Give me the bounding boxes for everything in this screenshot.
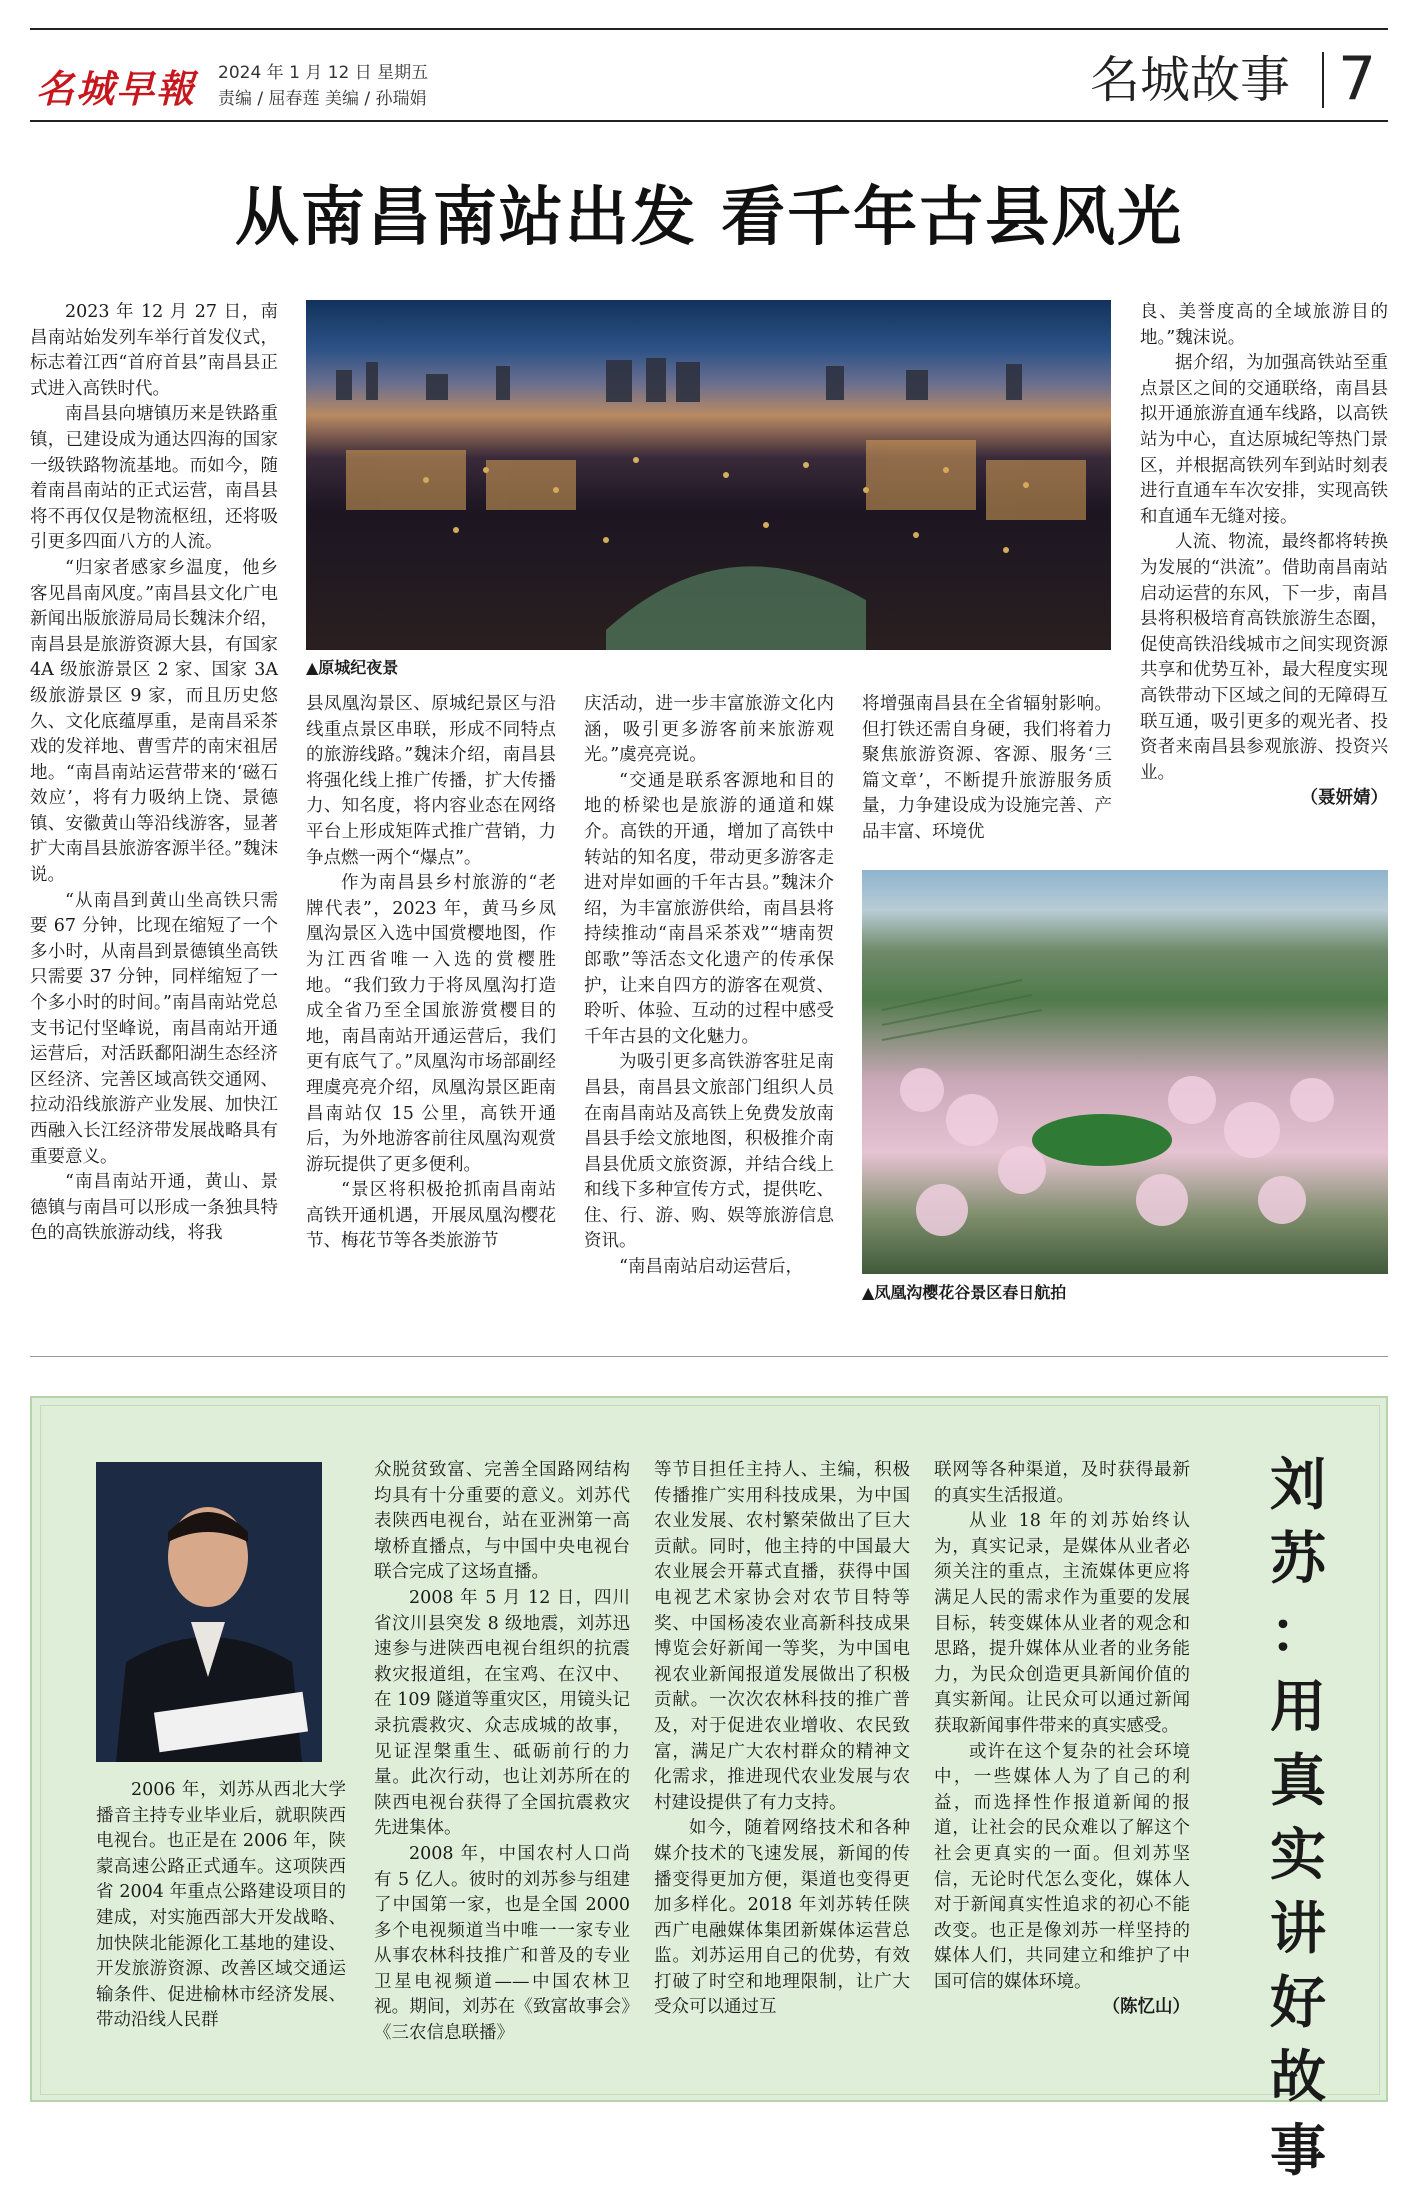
masthead-logo: 名城早報 [36, 66, 197, 111]
title-char: 故 [1270, 2044, 1326, 2110]
title-char: 讲 [1270, 1896, 1326, 1962]
paragraph: 2008 年，中国农村人口尚有 5 亿人。彼时的刘苏参与组建了中国第一家，也是全国 2000 多个电视频道当中唯一一家专业从事农林科技推广和普及的专业卫星电视频道——中国农林卫视。期间，刘苏在《致富故事会》《三农信息联播》 [374, 1843, 630, 2044]
section-divider [1322, 52, 1324, 108]
paragraph: 将增强南昌县在全省辐射影响。但打铁还需自身硬，我们将着力聚焦旅游资源、客源、服务‘三篇文章’，不断提升旅游服务质量，力争建设成为设施完善、产品丰富、环境优 [862, 694, 1112, 842]
article-column-4 [862, 692, 1112, 852]
issue-date: 2024 年 1 月 12 日 星期五 [218, 63, 429, 83]
paragraph: 2006 年，刘苏从西北大学播音主持专业毕业后，就职陕西电视台。也正是在 2006 年，陕蒙高速公路正式通车。这项陕西省 2004 年重点公路建设项目的建成，对实施西部大开发战略、加快陕北能源化工基地的建设、开发旅游资源、改善区域交通运输条件、促进榆林市经济发展、带动沿线人民群 [96, 1780, 346, 2031]
article-column-5 [1140, 300, 1388, 848]
title-char: 用 [1270, 1674, 1326, 1740]
header-rule-top [30, 28, 1388, 30]
paragraph: 为吸引更多高铁游客驻足南昌县，南昌县文旅部门组织人员在南昌南站及高铁上免费发放南昌县手绘文旅地图，积极推介南昌县优质文旅资源，并结合线上和线下多种宣传方式，提供吃、住、行、游、购、娱等旅游信息资讯。 [584, 1052, 834, 1252]
paragraph: “南昌南站开通，黄山、景德镇与南昌可以形成一条独具特色的高铁旅游动线，将我 [30, 1172, 278, 1244]
portrait-illustration [96, 1462, 322, 1762]
paragraph: “南昌南站启动运营后， [619, 1257, 803, 1278]
photo2-caption: ▲凤凰沟樱花谷景区春日航拍 [862, 1283, 1067, 1302]
paragraph: “从南昌到黄山坐高铁只需要 67 分钟，比现在缩短了一个多小时，从南昌到景德镇坐高铁只需要 37 分钟，同样缩短了一个多小时的时间。”南昌南站党总支书记付坚峰说，南昌南站开通运营后，对活跃鄱阳湖生态经济区经济、完善区域高铁交通网、拉动沿线旅游产业发展、加快江西融入长江经济带发展战略具有重要意义。 [30, 890, 278, 1167]
section-separator [30, 1356, 1388, 1357]
title-char: 苏 [1270, 1526, 1326, 1592]
feature-vertical-title [1248, 1448, 1348, 2188]
feature-column-4 [934, 1458, 1190, 2088]
paragraph: 据介绍，为加强高铁站至重点景区之间的交通联络，南昌县拟开通旅游直通车线路，以高铁站为中心，直达原城纪等热门景区，并根据高铁列车到站时刻表进行直通车车次安排，实现高铁和直通车无缝对接。 [1140, 353, 1388, 527]
editors-credit: 责编 / 屈春莲 美编 / 孙瑞娟 [218, 89, 427, 109]
paragraph: 或许在这个复杂的社会环境中，一些媒体人为了自己的利益，而选择性作报道新闻的报道，让社会的民众难以了解这个社会更真实的一面。但刘苏坚信，无论时代怎么变化，媒体人对于新闻真实性追求的初心不能改变。也正是像刘苏一样坚持的媒体人们，共同建立和维护了中国可信的媒体环境。 [934, 1741, 1190, 1992]
paragraph: 县凤凰沟景区、原城纪景区与沿线重点景区串联，形成不同特点的旅游线路。”魏沫介绍，南昌县将强化线上推广传播，扩大传播力、知名度，将内容业态在网络平台上形成矩阵式推广营销，力争点燃一两个“爆点”。 [306, 694, 556, 868]
paragraph: 联网等各种渠道，及时获得最新的真实生活报道。 [934, 1460, 1190, 1506]
paragraph: 从业 18 年的刘苏始终认为，真实记录，是媒体从业者必须关注的重点，主流媒体更应将满足人民的需求作为重要的发展目标，转变媒体从业者的观念和思路，提升媒体从业者的业务能力，为民众创造更具新闻价值的真实新闻。让民众可以通过新闻获取新闻事件带来的真实感受。 [934, 1511, 1190, 1736]
paragraph: 等节目担任主持人、主编，积极传播推广实用科技成果，为中国农业发展、农村繁荣做出了巨大贡献。同时，他主持的中国最大农业展会开幕式直播，获得中国电视艺术家协会对农节目特等奖、中国杨凌农业高新科技成果博览会好新闻一等奖，为中国电视农业新闻报道发展做出了积极贡献。一次次农林科技的推广普及，对于促进农业增收、农民致富，满足广大农村群众的精神文化需求，推进现代农业发展与农村建设提供了有力支持。 [654, 1460, 910, 1813]
paragraph: 如今，随着网络技术和各种媒介技术的飞速发展，新闻的传播变得更加方便，渠道也变得更加多样化。2018 年刘苏转任陕西广电融媒体集团新媒体运营总监。刘苏运用自己的优势，有效打破了时空和地理限制，让广大受众可以通过互 [654, 1818, 910, 2018]
photo1-caption: ▲原城纪夜景 [306, 658, 399, 677]
header-rule-bottom [30, 120, 1388, 122]
feature-column-3 [654, 1458, 910, 2088]
paragraph: 2008 年 5 月 12 日，四川省汶川县突发 8 级地震，刘苏迅速参与进陕西电视台组织的抗震救灾报道组，在宝鸡、在汉中、在 109 隧道等重灾区，用镜头记录抗震救灾、众志成城的故事，见证涅槃重生、砥砺前行的力量。此次行动，也让刘苏所在的陕西电视台获得了全国抗震救灾先进集体。 [374, 1587, 630, 1839]
paragraph: 2023 年 12 月 27 日，南昌南站始发列车举行首发仪式，标志着江西“首府首县”南昌县正式进入高铁时代。 [30, 302, 278, 399]
title-char: ： [1270, 1600, 1326, 1666]
title-char: 真 [1270, 1748, 1326, 1814]
photo-fenghuanggou-aerial [862, 870, 1388, 1274]
photo-yuanchengji-night [306, 300, 1111, 650]
title-char: 刘 [1270, 1452, 1326, 1518]
article-headline: 从南昌南站出发 看千年古县风光 [234, 181, 1184, 255]
article-column-1 [30, 300, 278, 1310]
paragraph: 作为南昌县乡村旅游的“老牌代表”，2023 年，黄马乡凤凰沟景区入选中国赏樱地图，作为江西省唯一入选的赏樱胜地。“我们致力于将凤凰沟打造成全省乃至全国旅游赏樱目的地，南昌南站开通运营后，我们更有底气了。”凤凰沟市场部副经理虞亮亮介绍，凤凰沟景区距南昌南站仅 15 公里，高铁开通后，为外地游客前往凤凰沟观赏游玩提供了更多便利。 [306, 873, 556, 1175]
title-char: 事 [1270, 2118, 1326, 2184]
cherry-valley-illustration [862, 870, 1388, 1274]
portrait-photo [96, 1462, 322, 1762]
header-meta [218, 60, 428, 112]
paragraph: 庆活动，进一步丰富旅游文化内涵，吸引更多游客前来旅游观光。”虞亮亮说。 [584, 694, 834, 766]
feature-byline: （陈忆山） [1102, 1997, 1190, 2018]
feature-column-1 [96, 1778, 346, 2088]
section-title: 名城故事 [1090, 51, 1290, 109]
paragraph: 人流、物流，最终都将转换为发展的“洪流”。借助南昌南站启动运营的东风，下一步，南昌县将积极培育高铁旅游生态圈，促使高铁沿线城市之间实现资源共享和优势互补，最大程度实现高铁带动下区域之间的无障碍互联互通，吸引更多的观光者、投资者来南昌县参观旅游、投资兴业。 [1140, 532, 1388, 783]
page-number: 7 [1338, 44, 1377, 114]
feature-column-2 [374, 1458, 630, 2088]
title-char: 好 [1270, 1970, 1326, 2036]
paragraph: 良、美誉度高的全域旅游目的地。”魏沫说。 [1140, 302, 1388, 348]
paragraph: “归家者感家乡温度，他乡客见昌南风度。”南昌县文化广电新闻出版旅游局局长魏沫介绍，南昌县是旅游资源大县，有国家 4A 级旅游景区 2 家、国家 3A 级旅游景区 9 家，而且历史悠久、文化底蕴厚重，是南昌采茶戏的发祥地、曹雪芹的南宋祖居地。“南昌南站运营带来的‘磁石效应’，将有力吸纳上饶、景德镇、安徽黄山等沿线游客，显著扩大南昌县旅游客源半径。”魏沫说。 [30, 557, 278, 886]
paragraph: “交通是联系客源地和目的地的桥梁也是旅游的通道和媒介。高铁的开通，增加了高铁中转站的知名度，带动更多游客走进对岸如画的千年古县。”魏沫介绍，为丰富旅游供给，南昌县将持续推动“南昌采茶戏”“塘南贺郎歌”等活态文化遗产的传承保护，让来自四方的游客在观赏、聆听、体验、互动的过程中感受千年古县的文化魅力。 [584, 770, 834, 1047]
article-column-3 [584, 692, 834, 1312]
paragraph: 众脱贫致富、完善全国路网结构均具有十分重要的意义。刘苏代表陕西电视台，站在亚洲第一高墩桥直播点，与中国中央电视台联合完成了这场直播。 [374, 1460, 630, 1583]
title-char: 实 [1270, 1822, 1326, 1888]
night-scene-illustration [306, 300, 1111, 650]
article-column-2 [306, 692, 556, 1312]
article-byline: （聂妍婧） [1300, 788, 1388, 809]
paragraph: 南昌县向塘镇历来是铁路重镇，已建设成为通达四海的国家一级铁路物流基地。而如今，随着南昌南站的正式运营，南昌县将不再仅仅是物流枢纽，还将吸引更多四面八方的人流。 [30, 404, 278, 553]
paragraph: “景区将积极抢抓南昌南站高铁开通机遇，开展凤凰沟樱花节、梅花节等各类旅游节 [306, 1180, 556, 1252]
